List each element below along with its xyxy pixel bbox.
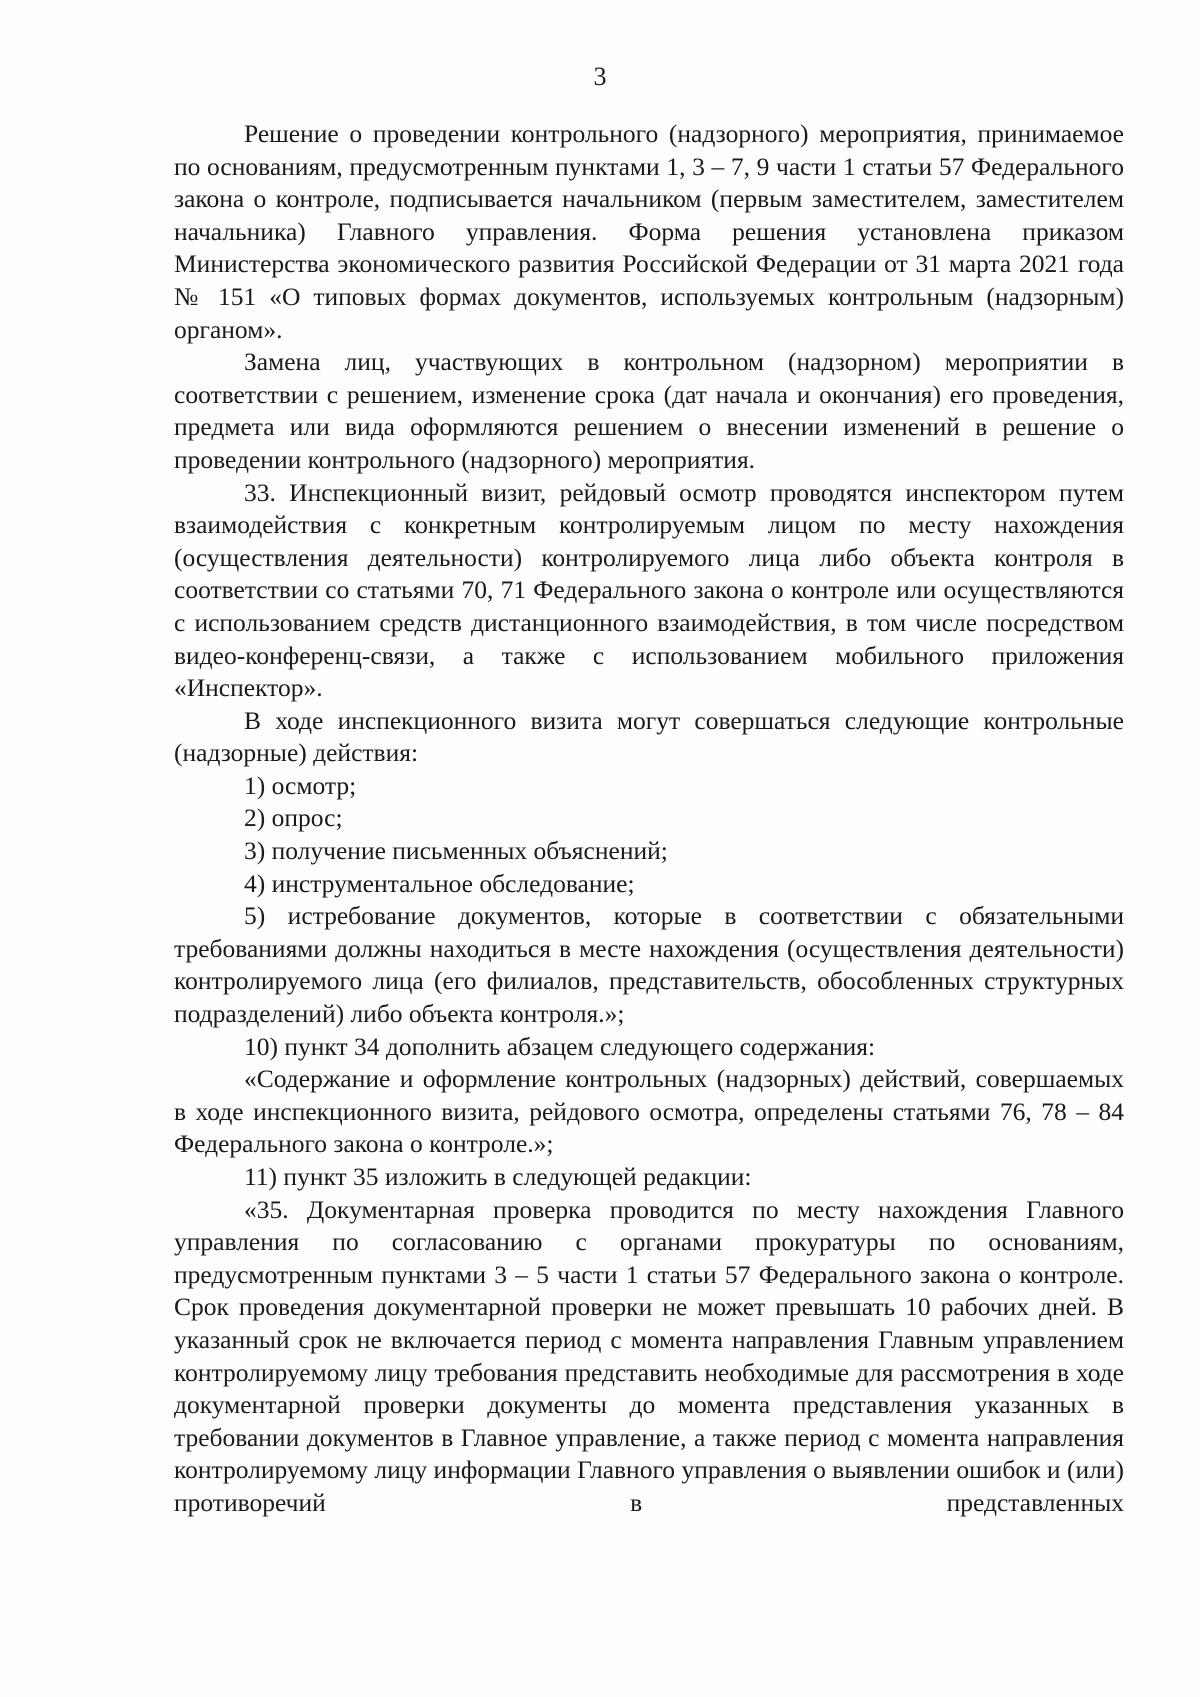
page-number: 3 [593,62,607,91]
list-item-5: 5) истребование документов, которые в соответствии с обязательными требованиями должны находиться в месте нахождения (осуществления деятельности) контролируемого лица (его филиалов, представительств, обособленных структурных подразделений) либо объекта контроля.»; [174,901,1124,1029]
paragraph-replacement-of-persons: Замена лиц, участвующих в контрольном (надзорном) мероприятии в соответствии с решением, изменение срока (дат начала и окончания) его проведения, предмета или вида оформляются решением о внесении изменений в решение о проведении контрольного (надзорного) мероприятия. [174,347,1124,474]
paragraph-amendment-11: 11) пункт 35 изложить в следующей редакции: [244,1162,752,1191]
paragraph-content-of-actions: «Содержание и оформление контрольных (надзорных) действий, совершаемых в ходе инспекционного визита, рейдового осмотра, определены статьями 76, 78 – 84 Федерального закона о контроле.»; [174,1064,1124,1159]
paragraph-inspection-actions-intro: В ходе инспекционного визита могут совершаться следующие контрольные (надзорные) действия: [174,705,1124,768]
paragraph-33-inspection-visit: 33. Инспекционный визит, рейдовый осмотр проводятся инспектором путем взаимодействия с конкретным контролируемым лицом по месту нахождения (осуществления деятельности) контролируемого лица либо объекта контроля в соответствии со статьями 70, 71 Федерального закона о контроле или осуществляются с использованием средств дистанционного взаимодействия, в том числе посредством видео-конференц-связи, а также с использованием мобильного приложения «Инспектор». [174,477,1124,703]
list-item-3: 3) получение письменных объяснений; [244,836,668,866]
paragraph-amendment-10: 10) пункт 34 дополнить абзацем следующего содержания: [244,1031,876,1061]
paragraph-35-documentary-check: «35. Документарная проверка проводится по месту нахождения Главного управления по согласованию с органами прокуратуры по основаниям, предусмотренным пунктами 3 – 5 части 1 статьи 57 Федерального закона о контроле. Срок проведения документарной проверки не может превышать 10 рабочих дней. В указанный срок не включается период с момента направления Главным управлением контролируемому лицу требования представить необходимые для рассмотрения в ходе документарной проверки документы до момента представления указанных в требовании документов в Главное управление, а также период с момента направления контролируемому лицу информации Главного управления о выявлении ошибок и (или) противоречий в представленных [174,1194,1124,1517]
list-item-1: 1) осмотр; [244,770,357,800]
document-body [174,118,1124,1520]
list-item-2: 2) опрос; [244,803,343,833]
paragraph-decision-form: Решение о проведении контрольного (надзорного) мероприятия, принимаемое по основаниям, предусмотренным пунктами 1, 3 – 7, 9 части 1 статьи 57 Федерального закона о контроле, подписывается начальником (первым заместителем, заместителем начальника) Главного управления. Форма решения установлена приказом Министерства экономического развития Российской Федерации от 31 марта 2021 года № 151 «О типовых формах документов, используемых контрольным (надзорным) органом». [174,119,1124,344]
list-item-4: 4) инструментальное обследование; [244,868,635,898]
